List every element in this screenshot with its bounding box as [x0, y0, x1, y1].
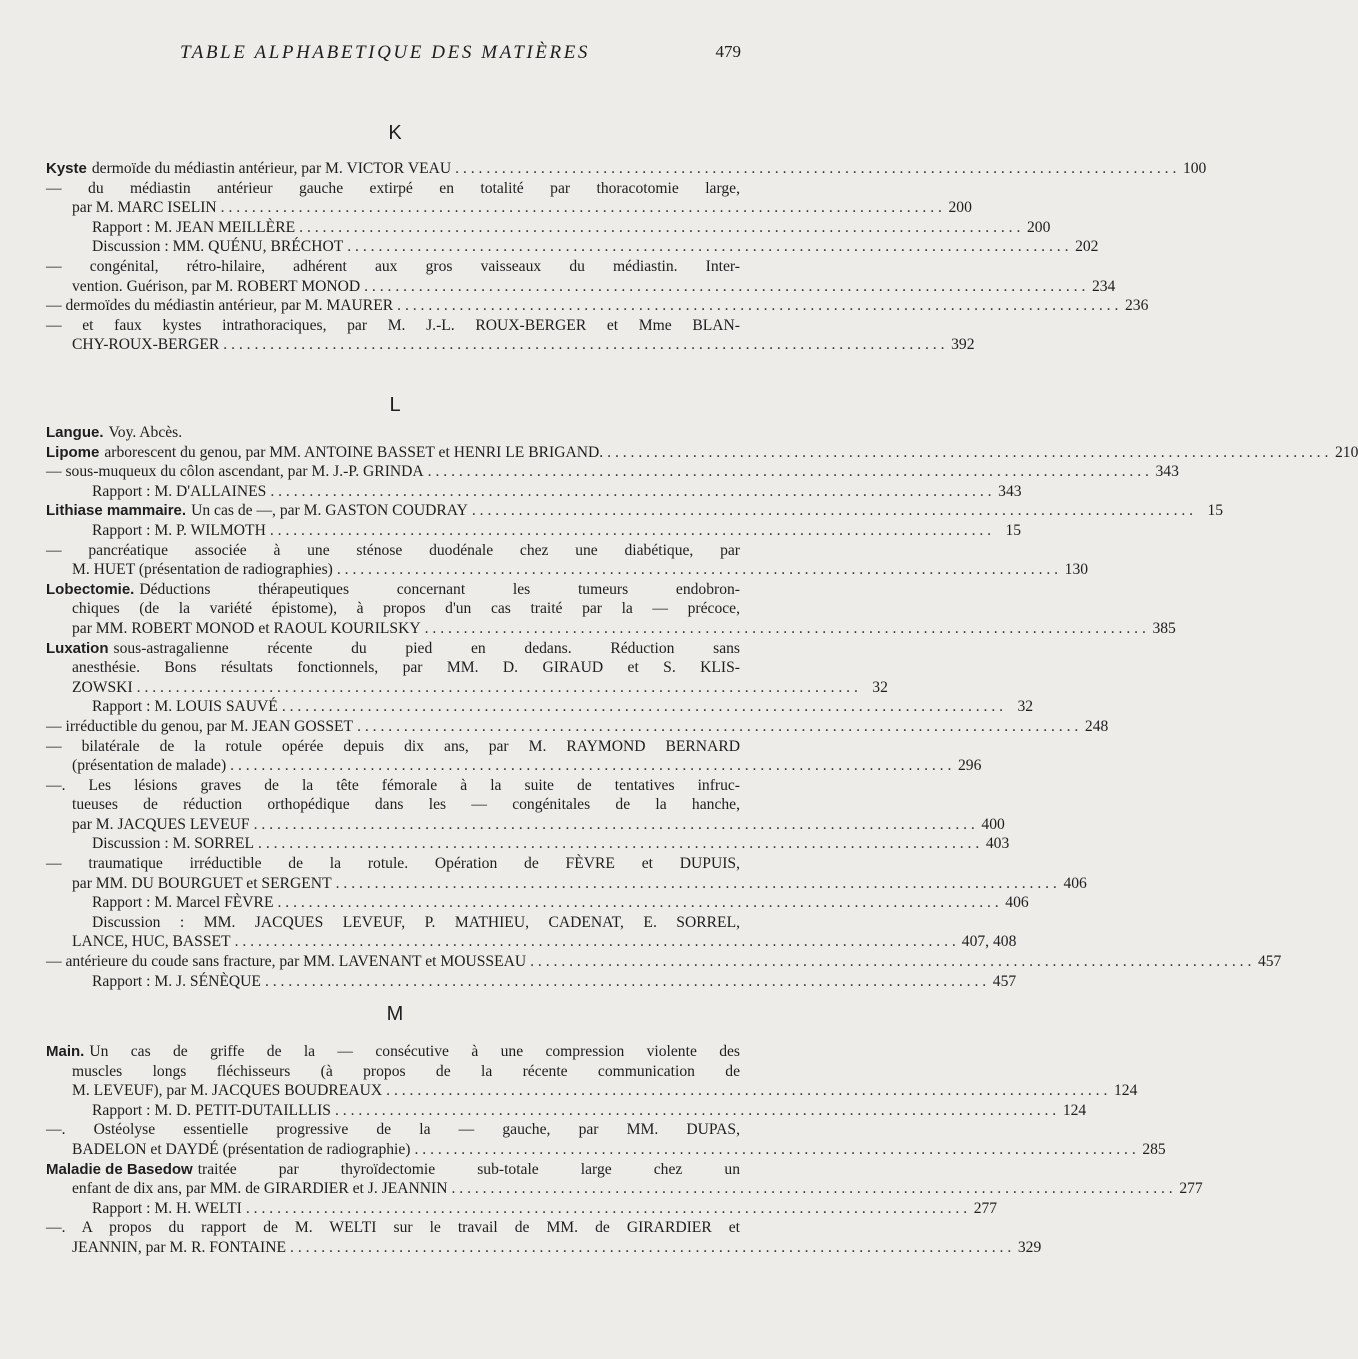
entry-heading: Kyste	[46, 160, 87, 177]
page-reference: 407, 408	[961, 933, 1017, 951]
entry-text: Rapport : M. LOUIS SAUVÉ	[92, 698, 278, 716]
page-reference: 385	[1152, 619, 1176, 637]
index-entry	[46, 1160, 740, 1180]
index-entry	[46, 580, 740, 600]
index-entry	[46, 218, 1051, 238]
leader-dots	[258, 834, 979, 854]
index-entry	[46, 1140, 1166, 1160]
entry-text: vention. Guérison, par M. ROBERT MONOD	[72, 277, 361, 295]
entry-text: — sous-muqueux du côlon ascendant, par M. J.-P. GRINDA	[46, 463, 424, 481]
index-entry	[46, 1238, 1042, 1258]
entry-text: Un cas de griffe de la — consécutive à une compression violente des	[89, 1043, 740, 1060]
index-entry	[46, 423, 740, 443]
page-reference: 277	[1179, 1180, 1203, 1198]
page-reference: 406	[1005, 894, 1029, 912]
entry-text: BADELON et DAYDÉ (présentation de radiographie)	[72, 1140, 411, 1158]
entry-heading: Maladie de Basedow	[46, 1160, 193, 1178]
index-entry	[46, 1218, 740, 1238]
entry-text: — bilatérale de la rotule opérée depuis dix ans, par M. RAYMOND BERNARD	[46, 737, 740, 755]
page-reference: 285	[1142, 1140, 1166, 1158]
index-entry	[46, 1062, 740, 1082]
entry-text: Discussion : M. SORREL	[92, 835, 255, 853]
index-entry	[46, 697, 1034, 717]
leader-dots	[451, 1179, 1172, 1199]
index-entry	[46, 678, 888, 698]
index-entry	[46, 443, 1358, 463]
leader-dots	[415, 1140, 1136, 1160]
index-entry	[46, 462, 1179, 482]
entry-text: par MM. ROBERT MONOD et RAOUL KOURILSKY	[72, 619, 421, 637]
page-reference: 202	[1075, 238, 1099, 256]
page-reference: 210	[1334, 443, 1358, 461]
section-l-entries	[46, 423, 1358, 991]
page-reference: 277	[973, 1199, 998, 1217]
page-reference: 457	[1257, 953, 1282, 971]
page-reference: 400	[981, 815, 1005, 833]
entry-text: Rapport : M. P. WILMOTH	[92, 521, 266, 539]
page-reference: 32	[1017, 698, 1034, 716]
leader-dots	[337, 560, 1058, 580]
entry-text: anesthésie. Bons résultats fonctionnels, par MM. D. GIRAUD et S. KLIS-	[72, 659, 740, 677]
entry-text: dermoïde du médiastin antérieur, par M. VICTOR VEAU	[91, 160, 452, 177]
entry-text: Rapport : M. Marcel FÈVRE	[92, 894, 274, 912]
index-entry	[46, 541, 740, 561]
leader-dots	[246, 1199, 967, 1219]
index-entry	[46, 1199, 998, 1219]
entry-text: M. HUET (présentation de radiographies)	[72, 561, 333, 579]
entry-text: muscles longs fléchisseurs (à propos de la récente communication de	[72, 1062, 740, 1080]
entry-text: LANCE, HUC, BASSET	[72, 933, 231, 951]
entry-text: Discussion : MM. JACQUES LEVEUF, P. MATHIEU, CADENAT, E. SORREL,	[92, 913, 740, 931]
leader-dots	[425, 619, 1146, 639]
index-entry	[46, 257, 740, 277]
index-entry	[46, 482, 1022, 502]
index-entry	[46, 795, 740, 815]
index-entry	[46, 316, 740, 336]
index-entry	[46, 560, 1089, 580]
index-entry	[46, 893, 1029, 913]
page-reference: 296	[957, 757, 982, 775]
index-entry	[46, 619, 1176, 639]
index-entry	[46, 501, 1224, 521]
index-entry	[46, 277, 1116, 297]
index-entry	[46, 198, 972, 218]
index-entry	[46, 1120, 740, 1140]
index-entry	[46, 972, 1017, 992]
section-letter-k: K	[388, 122, 402, 144]
leader-dots	[397, 296, 1118, 316]
page-reference: 392	[951, 336, 975, 354]
page-number: 479	[715, 42, 741, 61]
index-entry	[46, 815, 1005, 835]
leader-dots	[530, 952, 1251, 972]
page-reference: 124	[1062, 1101, 1087, 1119]
leader-dots	[472, 501, 1193, 521]
entry-text: Voy. Abcès.	[108, 424, 183, 441]
section-k-entries	[46, 159, 1207, 355]
index-entry	[46, 521, 1022, 541]
leader-dots	[223, 335, 944, 355]
entry-text: par M. MARC ISELIN	[72, 199, 217, 217]
index-entry	[46, 658, 740, 678]
leader-dots	[364, 277, 1085, 297]
page-header	[0, 42, 800, 66]
leader-dots	[386, 1081, 1107, 1101]
index-entry	[46, 913, 740, 933]
page-reference: 234	[1091, 277, 1116, 295]
entry-heading: Luxation	[46, 639, 109, 657]
index-entry	[46, 1042, 740, 1062]
page-reference: 15	[1207, 502, 1224, 520]
page-reference: 403	[985, 835, 1010, 853]
leader-dots	[428, 462, 1149, 482]
entry-text: — et faux kystes intrathoraciques, par M. J.-L. ROUX-BERGER et Mme BLAN-	[46, 316, 740, 334]
leader-dots	[137, 678, 858, 698]
index-entry	[46, 776, 740, 796]
entry-text: Rapport : M. D. PETIT-DUTAILLLIS	[92, 1101, 331, 1119]
entry-text: Un cas de —, par M. GASTON COUDRAY	[191, 502, 468, 520]
entry-text: sous-astragalienne récente du pied en dedans. Réduction sans	[113, 639, 740, 657]
page-reference: 15	[1005, 521, 1022, 539]
leader-dots	[335, 1101, 1056, 1121]
index-entry	[46, 834, 1010, 854]
entry-heading: Lithiase mammaire.	[46, 502, 187, 520]
page-reference: 343	[1155, 463, 1179, 481]
entry-text: — irréductible du genou, par M. JEAN GOSSET	[46, 717, 354, 735]
page-reference: 406	[1063, 874, 1087, 892]
leader-dots	[254, 815, 975, 835]
leader-dots	[270, 521, 991, 541]
section-letter-m: M	[386, 1003, 404, 1025]
index-entry	[46, 1101, 1087, 1121]
index-entry	[46, 179, 740, 199]
entry-text: traitée par thyroïdectomie sub-totale large chez un	[197, 1160, 740, 1178]
page-reference: 200	[948, 199, 972, 217]
index-entry	[46, 952, 1282, 972]
entry-text: ZOWSKI	[72, 678, 133, 696]
leader-dots	[455, 159, 1176, 179]
entry-heading: Lipome	[46, 443, 100, 461]
entry-text: M. LEVEUF), par M. JACQUES BOUDREAUX	[72, 1082, 383, 1100]
entry-text: enfant de dix ans, par MM. de GIRARDIER et J. JEANNIN	[72, 1180, 448, 1198]
entry-text: —. Les lésions graves de la tête fémorale à la suite de tentatives infruc-	[46, 776, 740, 794]
leader-dots	[235, 932, 956, 952]
page-reference: 236	[1124, 297, 1149, 315]
page-reference: 329	[1017, 1238, 1042, 1256]
entry-heading: Lobectomie.	[46, 580, 135, 598]
page-reference: 200	[1026, 218, 1051, 236]
page-reference: 100	[1182, 160, 1207, 177]
index-entry	[46, 756, 982, 776]
leader-dots	[265, 972, 986, 992]
page-reference: 124	[1113, 1082, 1138, 1100]
index-entry	[46, 159, 1207, 179]
index-entry	[46, 296, 1149, 316]
index-entry	[46, 1081, 1138, 1101]
entry-text: Rapport : M. J. SÉNÈQUE	[92, 972, 261, 990]
entry-heading: Langue.	[46, 424, 104, 441]
index-entry	[46, 599, 740, 619]
page-reference: 248	[1084, 717, 1109, 735]
entry-text: Rapport : M. JEAN MEILLÈRE	[92, 218, 296, 236]
entry-text: JEANNIN, par M. R. FONTAINE	[72, 1238, 287, 1256]
index-entry	[46, 874, 1087, 894]
entry-text: arborescent du genou, par MM. ANTOINE BASSET et HENRI LE BRIGAND.	[104, 443, 604, 461]
leader-dots	[230, 756, 951, 776]
entry-text: par M. JACQUES LEVEUF	[72, 815, 250, 833]
leader-dots	[336, 874, 1057, 894]
entry-text: — du médiastin antérieur gauche extirpé en totalité par thoracotomie large,	[46, 179, 740, 197]
page-reference: 130	[1064, 561, 1089, 579]
leader-dots	[347, 237, 1068, 257]
entry-text: —. A propos du rapport de M. WELTI sur le travail de MM. de GIRARDIER et	[46, 1219, 740, 1237]
index-entry	[46, 932, 1017, 952]
entry-text: — congénital, rétro-hilaire, adhérent aux gros vaisseaux du médiastin. Inter-	[46, 257, 740, 275]
leader-dots	[357, 717, 1078, 737]
entry-text: — traumatique irréductible de la rotule. Opération de FÈVRE et DUPUIS,	[46, 855, 740, 873]
entry-text: tueuses de réduction orthopédique dans les — congénitales de la hanche,	[72, 796, 740, 814]
entry-text: Rapport : M. D'ALLAINES	[92, 482, 267, 500]
index-entry	[46, 639, 740, 659]
entry-text: —. Ostéolyse essentielle progressive de la — gauche, par MM. DUPAS,	[46, 1121, 740, 1139]
entry-text: — dermoïdes du médiastin antérieur, par M. MAURER	[46, 297, 394, 315]
leader-dots	[282, 697, 1003, 717]
index-entry	[46, 737, 740, 757]
page-reference: 32	[872, 678, 888, 696]
section-letter-l: L	[389, 394, 401, 416]
leader-dots	[299, 218, 1020, 238]
entry-text: — pancréatique associée à une sténose duodénale chez une diabétique, par	[46, 541, 740, 559]
leader-dots	[221, 198, 942, 218]
page-reference: 457	[992, 972, 1017, 990]
entry-text: chiques (de la variété épistome), à propos d'un cas traité par la — précoce,	[72, 600, 740, 618]
index-entry	[46, 237, 1099, 257]
leader-dots	[290, 1238, 1011, 1258]
leader-dots	[270, 482, 991, 502]
entry-text: (présentation de malade)	[72, 757, 227, 775]
leader-dots	[277, 893, 998, 913]
leader-dots	[607, 443, 1328, 463]
index-entry	[46, 854, 740, 874]
index-entry	[46, 717, 1109, 737]
entry-text: Discussion : MM. QUÉNU, BRÉCHOT	[92, 238, 344, 256]
entry-text: Rapport : M. H. WELTI	[92, 1199, 242, 1217]
index-entry	[46, 335, 975, 355]
section-m-entries	[46, 1042, 1203, 1258]
running-title: TABLE ALPHABETIQUE DES MATIÈRES	[179, 42, 591, 63]
entry-text: — antérieure du coude sans fracture, par MM. LAVENANT et MOUSSEAU	[46, 953, 527, 971]
entry-text: Déductions thérapeutiques concernant les tumeurs endobron-	[139, 580, 740, 598]
entry-text: CHY-ROUX-BERGER	[72, 336, 220, 354]
page-reference: 343	[998, 482, 1022, 500]
entry-text: par MM. DU BOURGUET et SERGENT	[72, 874, 332, 892]
index-entry	[46, 1179, 1203, 1199]
entry-heading: Main.	[46, 1043, 85, 1060]
